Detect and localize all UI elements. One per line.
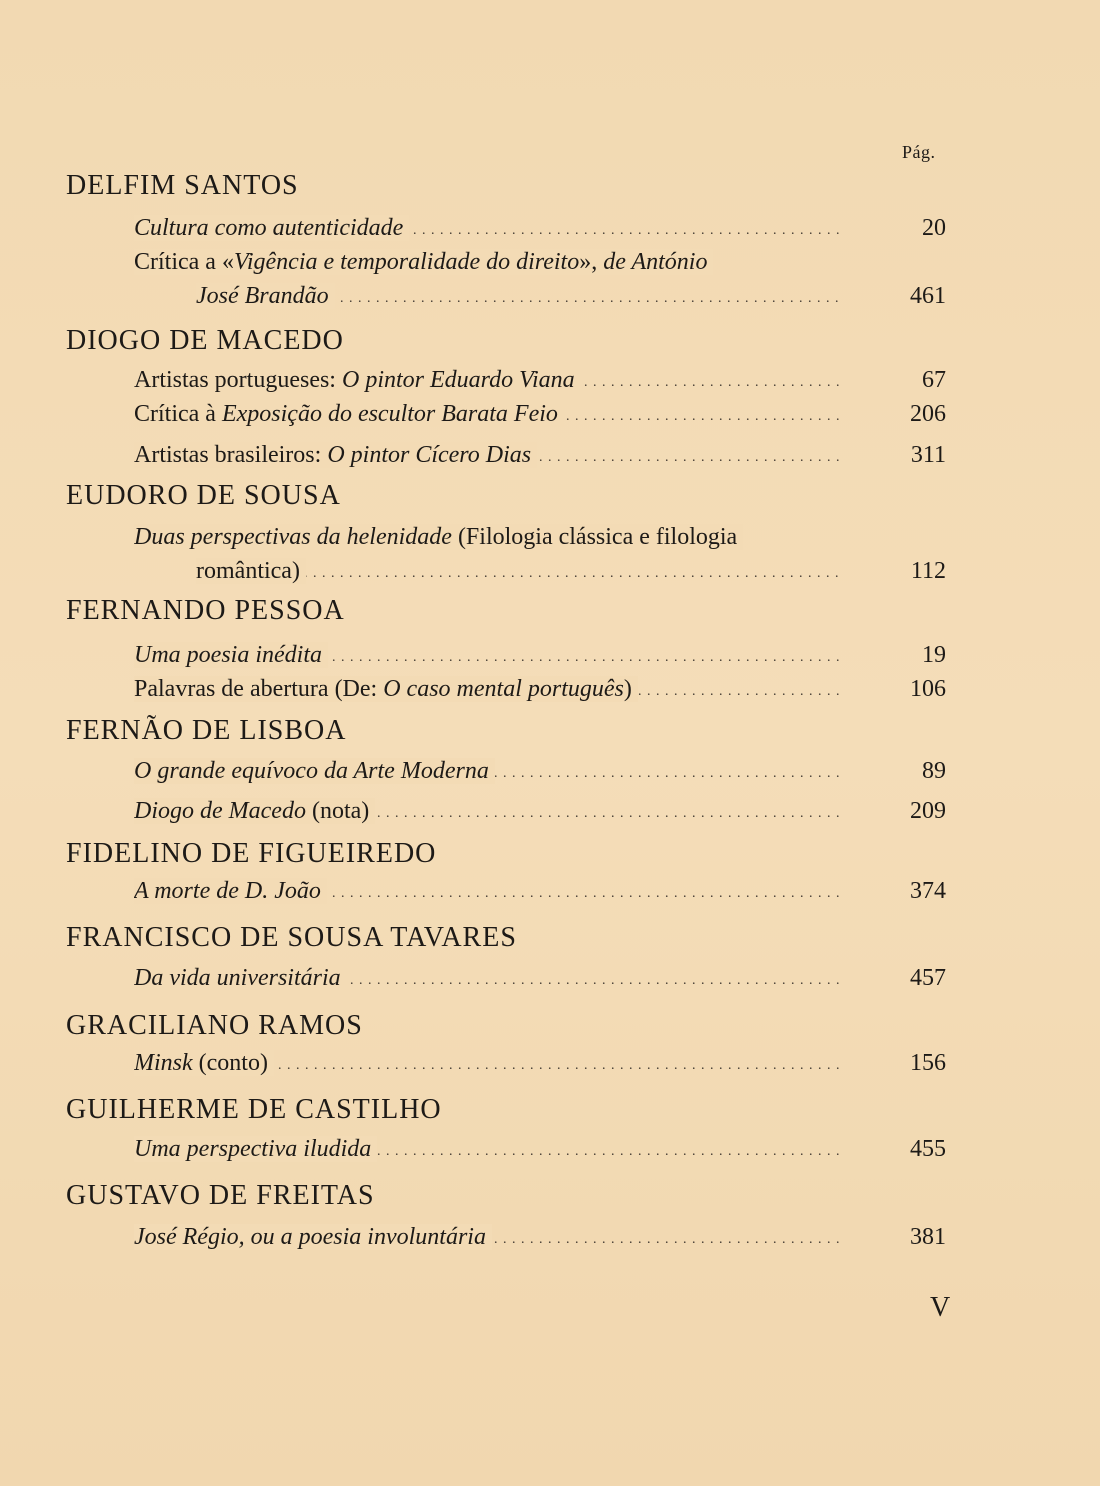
toc-entry[interactable] (196, 556, 840, 586)
entry-title (134, 1224, 492, 1250)
toc-entry[interactable] (196, 281, 840, 311)
author-heading: DIOGO DE MACEDO (66, 325, 344, 356)
entry-page-number: 209 (910, 798, 946, 824)
page-folio: V (930, 1292, 951, 1323)
entry-page-number: 67 (922, 367, 946, 393)
entry-page-number: 206 (910, 401, 946, 427)
entry-title (134, 442, 537, 468)
entry-page-number: 461 (910, 283, 946, 309)
entry-title-part: Artistas brasileiros: (134, 442, 328, 468)
entry-page-number: 106 (910, 676, 946, 702)
entry-title (134, 798, 375, 824)
author-heading: GRACILIANO RAMOS (66, 1010, 363, 1041)
toc-entry[interactable] (134, 213, 840, 243)
entry-title-part: », (579, 249, 604, 275)
toc-entry[interactable] (134, 876, 840, 906)
entry-title (134, 676, 638, 702)
entry-title (134, 642, 328, 668)
entry-page-number: 89 (922, 758, 946, 784)
entry-title-part: Uma poesia inédita (134, 642, 322, 668)
author-heading: FIDELINO DE FIGUEIREDO (66, 838, 437, 869)
page-column-header: Pág. (902, 142, 936, 162)
author-heading: DELFIM SANTOS (66, 170, 299, 201)
entry-title-part: O grande equívoco da Arte Moderna (134, 758, 489, 784)
entry-title (196, 558, 306, 584)
entry-title-part: Exposição do escultor Barata Feio (221, 401, 558, 427)
entry-title (134, 215, 409, 241)
entry-title-part: Vigência e temporalidade do direito (233, 249, 580, 275)
entry-title-part: ) (623, 676, 632, 702)
author-heading: EUDORO DE SOUSA (66, 480, 341, 511)
entry-title-part: (conto) (192, 1050, 268, 1076)
entry-title-part: Artistas portugueses: (134, 367, 342, 393)
entry-page-number: 374 (910, 878, 946, 904)
author-heading: FERNÃO DE LISBOA (66, 715, 347, 746)
toc-entry[interactable] (134, 1222, 840, 1252)
entry-title (134, 249, 713, 275)
entry-title-part: Crítica à (134, 401, 222, 427)
entry-title (196, 283, 335, 309)
toc-entry[interactable] (134, 440, 840, 470)
entry-title-part: Minsk (134, 1050, 193, 1076)
toc-entry[interactable] (134, 963, 840, 993)
author-heading: FRANCISCO DE SOUSA TAVARES (66, 922, 517, 953)
entry-title-part: (nota) (305, 798, 370, 824)
entry-title (134, 367, 581, 393)
toc-entry[interactable] (134, 796, 840, 826)
toc-entry[interactable] (134, 399, 840, 429)
entry-title-part: Palavras de abertura (De: (134, 676, 384, 702)
author-heading: FERNANDO PESSOA (66, 595, 345, 626)
entry-page-number: 112 (910, 558, 946, 584)
entry-title-part: José Régio, ou a poesia involuntária (134, 1224, 486, 1250)
entry-page-number: 381 (910, 1224, 946, 1250)
entry-title (134, 524, 743, 550)
entry-title (134, 758, 495, 784)
entry-title (134, 1050, 274, 1076)
entry-title-part: Da vida universitária (134, 965, 341, 991)
entry-title (134, 401, 564, 427)
toc-entry[interactable] (134, 1134, 840, 1164)
entry-page-number: 20 (922, 215, 946, 241)
entry-page-number: 156 (910, 1050, 946, 1076)
toc-entry[interactable] (134, 640, 840, 670)
entry-title-part: O pintor Eduardo Viana (341, 367, 575, 393)
entry-title-part: Uma perspectiva iludida (134, 1136, 372, 1162)
entry-title-part: (Filologia clássica e filologia (451, 524, 738, 550)
entry-page-number: 457 (910, 965, 946, 991)
entry-title-part: romântica) (196, 558, 300, 584)
toc-entry[interactable] (134, 756, 840, 786)
entry-page-number: 311 (910, 442, 946, 468)
entry-title (134, 1136, 377, 1162)
toc-entry[interactable] (134, 1048, 840, 1078)
entry-title-part: José Brandão (196, 283, 329, 309)
entry-page-number: 19 (922, 642, 946, 668)
author-heading: GUSTAVO DE FREITAS (66, 1180, 375, 1211)
toc-entry[interactable] (134, 247, 840, 277)
entry-title-part: O pintor Cícero Dias (327, 442, 532, 468)
entry-title-part: Crítica a « (134, 249, 234, 275)
entry-title-part: O caso mental português (383, 676, 624, 702)
toc-entry[interactable] (134, 522, 840, 552)
author-heading: GUILHERME DE CASTILHO (66, 1094, 442, 1125)
entry-title (134, 878, 327, 904)
toc-entry[interactable] (134, 674, 840, 704)
entry-title-part: de António (603, 249, 708, 275)
toc-entry[interactable] (134, 365, 840, 395)
entry-title-part: Duas perspectivas da helenidade (134, 524, 452, 550)
entry-page-number: 455 (910, 1136, 946, 1162)
entry-title-part: Diogo de Macedo (134, 798, 306, 824)
entry-title-part: A morte de D. João (134, 878, 321, 904)
entry-title (134, 965, 347, 991)
entry-title-part: Cultura como autenticidade (134, 215, 404, 241)
